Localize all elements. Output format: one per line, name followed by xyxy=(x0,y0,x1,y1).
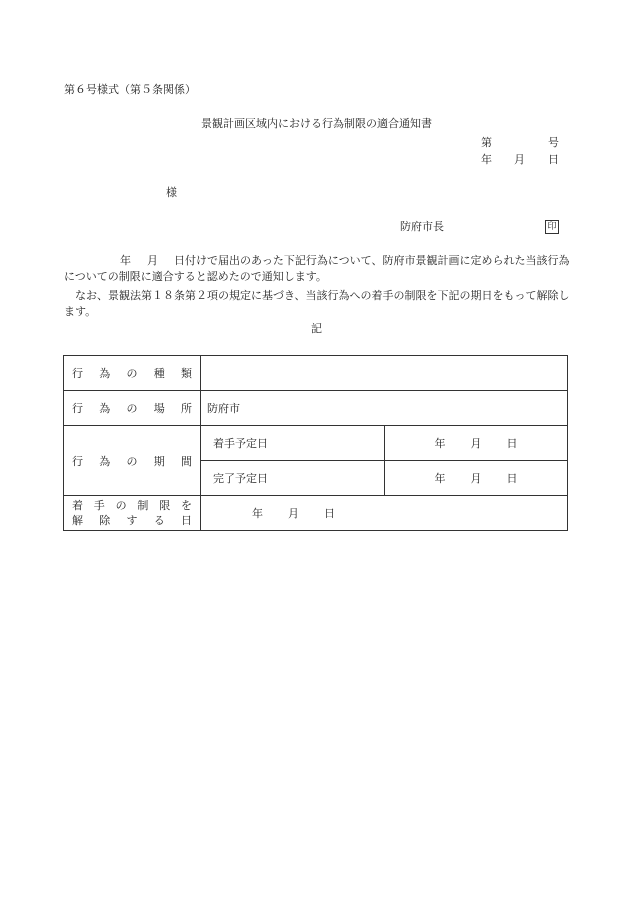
notice-text-1: 日付けで届出のあった下記行為について、防府市景観計画に定められた当該行為についての制限に適合すると認めたので通知します。 xyxy=(64,254,570,283)
doc-date-month: 月 xyxy=(514,153,525,166)
table-row xyxy=(64,356,568,391)
seal-mark: 印 xyxy=(545,220,559,234)
activity-location-label: 行 為 の 場 所 xyxy=(64,391,201,426)
doc-number-go: 号 xyxy=(548,136,559,149)
notice-paragraph-1 xyxy=(64,253,574,285)
activity-type-label: 行 為 の 種 類 xyxy=(64,356,201,391)
table-row xyxy=(64,391,568,426)
notice-paragraph-2 xyxy=(64,288,574,320)
restriction-release-label: 着 手 の 制 限 を 解 除 す る 日 xyxy=(64,496,201,531)
activity-type-value xyxy=(201,356,568,391)
body-date-month: 月 xyxy=(147,254,158,267)
notice-text-2: なお、景観法第１８条第２項の規定に基づき、当該行為への着手の制限を下記の期日をもって解除します。 xyxy=(64,289,570,318)
table-row xyxy=(64,426,568,461)
end-date-label: 完了予定日 xyxy=(201,461,385,496)
doc-date-day: 日 xyxy=(548,153,559,166)
restriction-release-value: 年 月 日 xyxy=(201,496,568,531)
doc-number-dai: 第 xyxy=(481,136,492,149)
body-date-year: 年 xyxy=(120,254,131,267)
activity-period-label: 行 為 の 期 間 xyxy=(64,426,201,496)
table-row xyxy=(64,496,568,531)
activity-location-value: 防府市 xyxy=(201,391,568,426)
start-date-label: 着手予定日 xyxy=(201,426,385,461)
addressee-suffix: 様 xyxy=(166,186,177,199)
doc-date-year: 年 xyxy=(481,153,492,166)
form-number: 第６号様式（第５条関係） xyxy=(64,83,196,96)
document-title: 景観計画区域内における行為制限の適合通知書 xyxy=(201,117,432,130)
end-date-value: 年 月 日 xyxy=(384,461,568,496)
issuer-name: 防府市長 xyxy=(400,220,444,233)
ki-heading: 記 xyxy=(311,322,322,335)
details-table xyxy=(63,355,568,531)
start-date-value: 年 月 日 xyxy=(384,426,568,461)
